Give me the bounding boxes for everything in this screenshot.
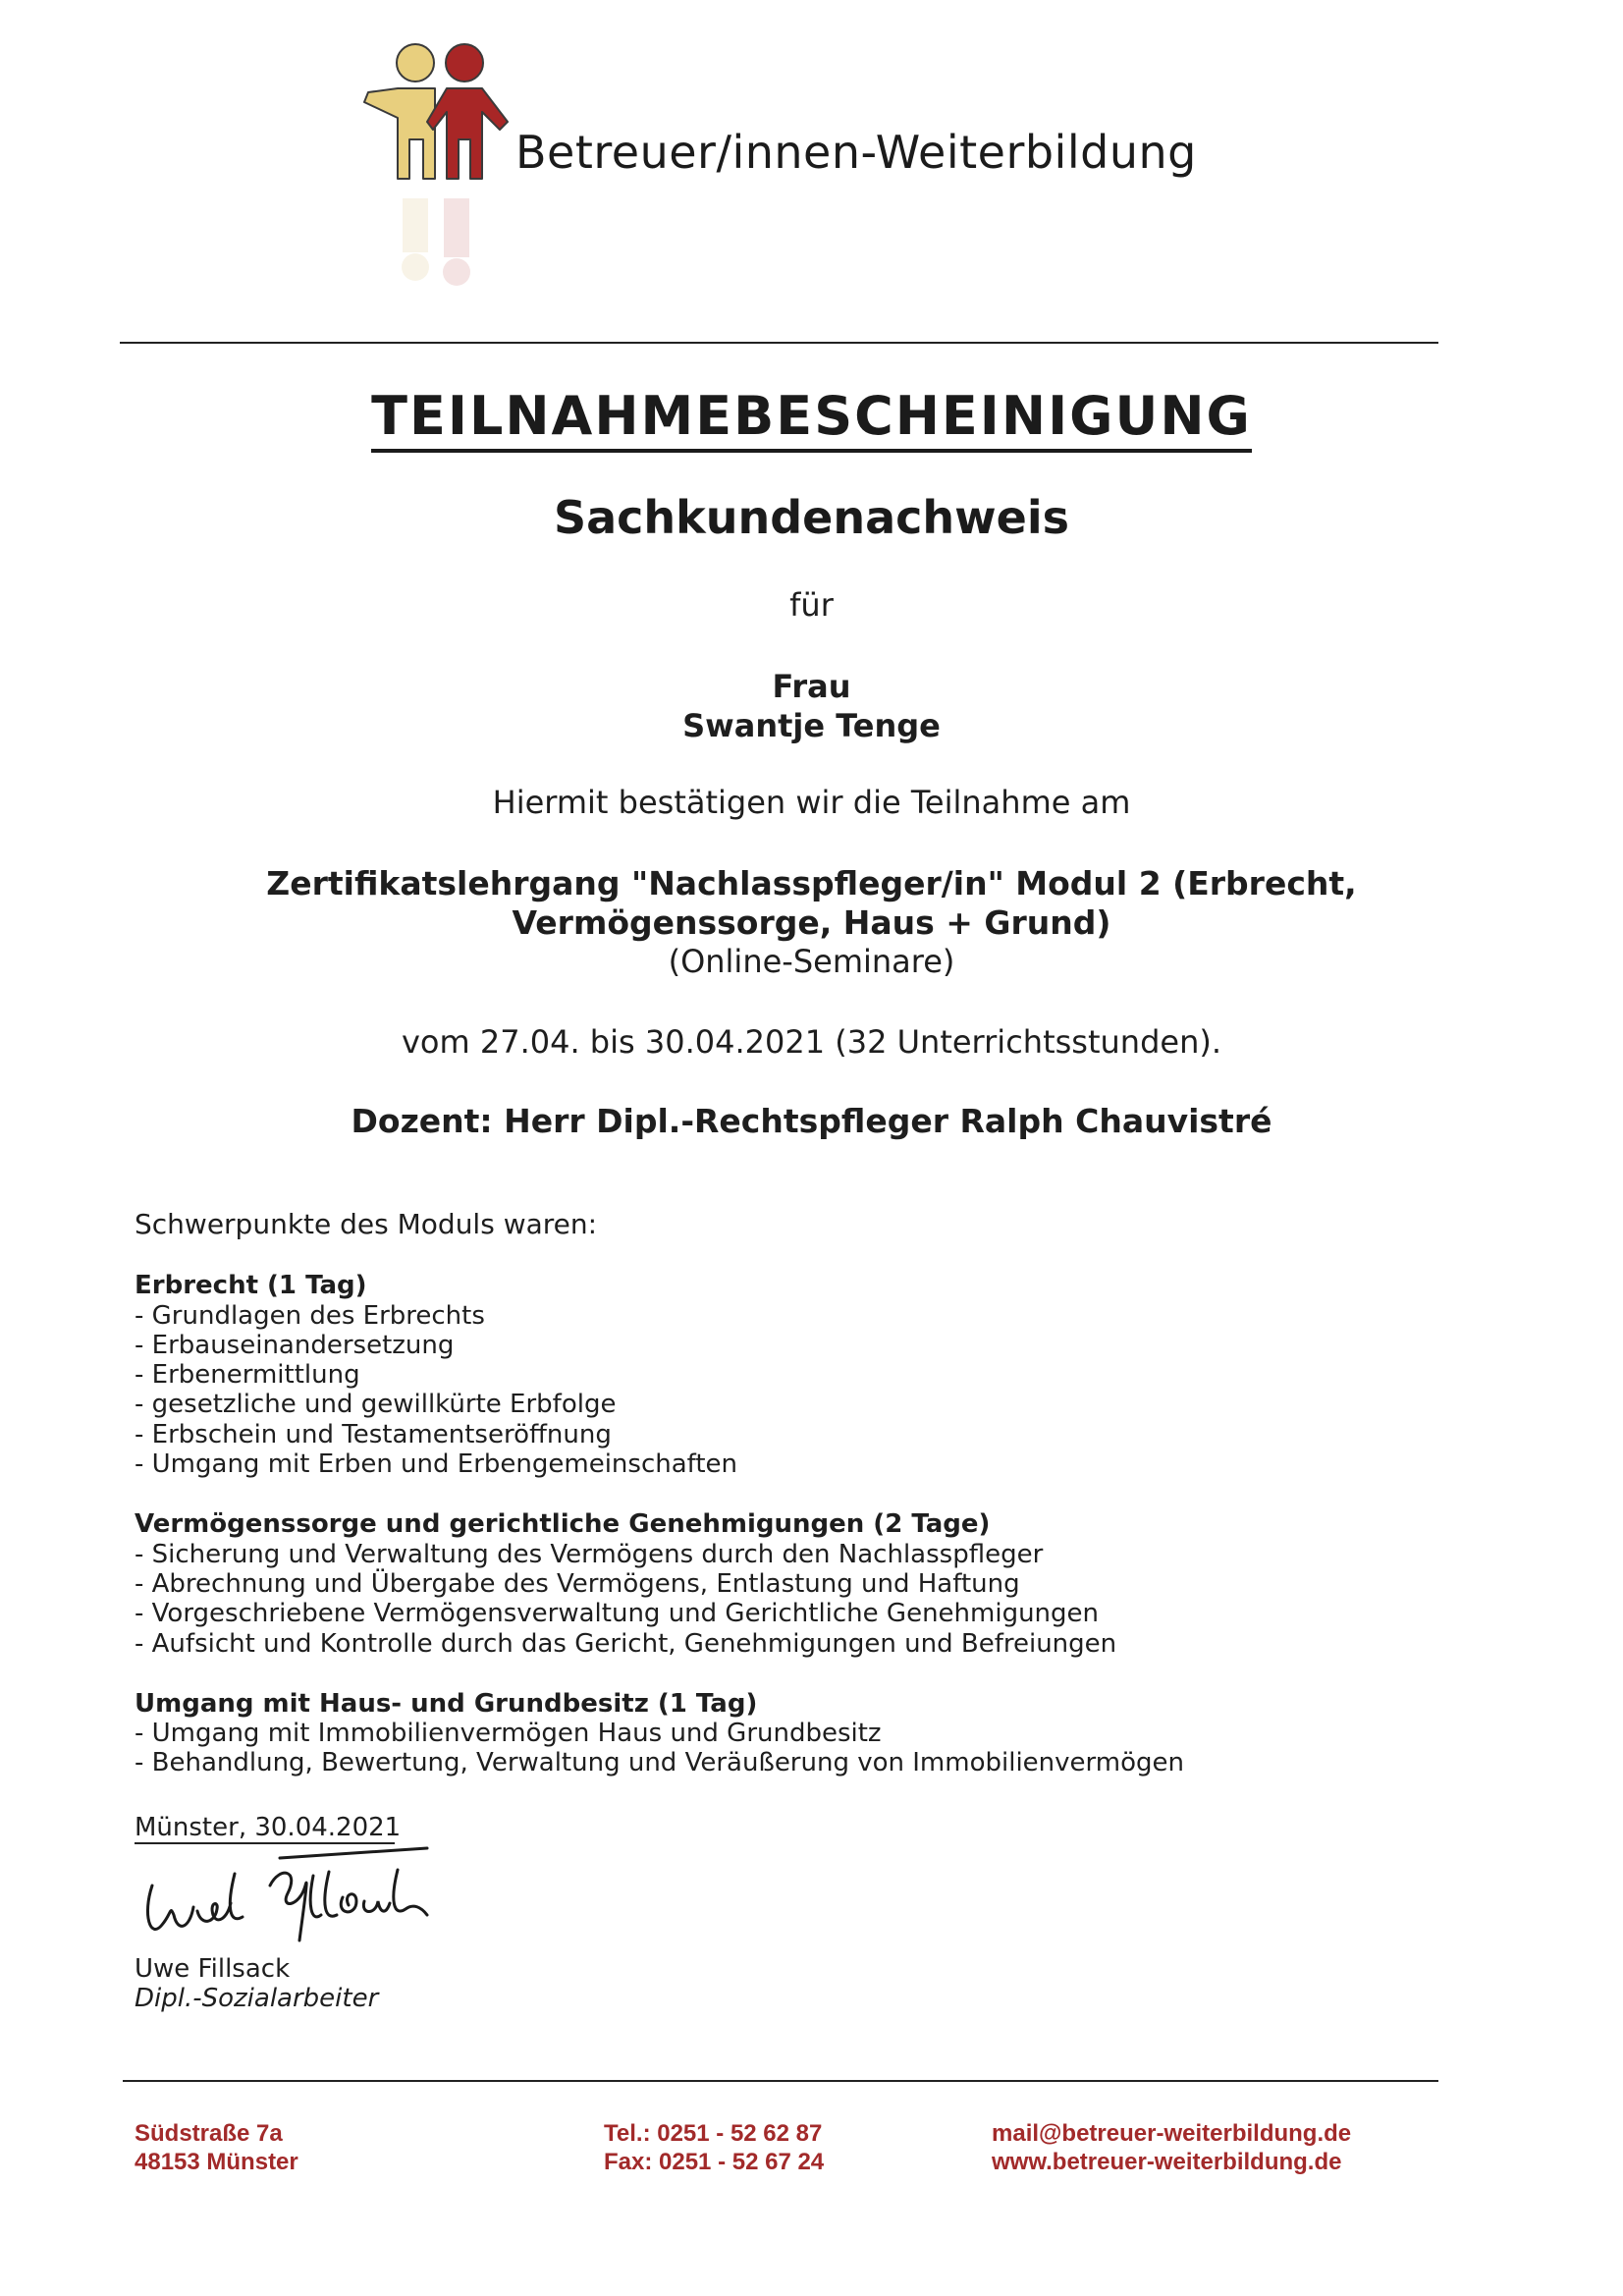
footer-website-link[interactable]: www.betreuer-weiterbildung.de — [992, 2149, 1342, 2175]
list-item: - Abrechnung und Übergabe des Vermögens, Entlastung und Haftung — [135, 1568, 1020, 1599]
list-item: - Erbauseinandersetzung — [135, 1330, 455, 1360]
header-divider — [120, 342, 1438, 344]
brand-name: Betreuer/innen-Weiterbildung — [515, 126, 1197, 179]
course-format: (Online-Seminare) — [668, 943, 955, 980]
signer-title: Dipl.-Sozialarbeiter — [135, 1984, 379, 2013]
module-topics — [135, 1210, 1509, 1809]
section-real-estate — [135, 1689, 1509, 1778]
list-item: - Grundlagen des Erbrechts — [135, 1300, 485, 1331]
list-item: - Umgang mit Erben und Erbengemeinschaften — [135, 1449, 738, 1480]
footer-city: 48153 Münster — [135, 2149, 298, 2175]
logo-figures-icon — [358, 41, 525, 316]
footer-divider — [123, 2080, 1438, 2082]
course-title-line-2: Vermögenssorge, Haus + Grund) — [512, 903, 1111, 942]
section-title: Vermögenssorge und gerichtliche Genehmigungen (2 Tage) — [135, 1509, 991, 1540]
place-date: Münster, 30.04.2021 — [135, 1813, 402, 1842]
list-item: - Sicherung und Verwaltung des Vermögens durch den Nachlasspfleger — [135, 1539, 1044, 1569]
signature-line — [135, 1842, 395, 1844]
course-dates: vom 27.04. bis 30.04.2021 (32 Unterrichtsstunden). — [401, 1023, 1221, 1061]
list-item: - Vorgeschriebene Vermögensverwaltung und Gerichtliche Genehmigungen — [135, 1599, 1100, 1629]
footer-fax: Fax: 0251 - 52 67 24 — [604, 2149, 825, 2175]
list-item: - Aufsicht und Kontrolle durch das Gericht, Genehmigungen und Befreiungen — [135, 1628, 1117, 1659]
footer-street: Südstraße 7a — [135, 2120, 283, 2147]
document-subtitle: Sachkundenachweis — [553, 491, 1070, 544]
section-title: Erbrecht (1 Tag) — [135, 1271, 367, 1301]
for-label: für — [789, 586, 834, 624]
list-item: - gesetzliche und gewillkürte Erbfolge — [135, 1390, 617, 1420]
footer-address — [135, 2119, 298, 2176]
handwritten-signature — [133, 1846, 447, 1954]
document-title: TEILNAHMEBESCHEINIGUNG — [0, 385, 1623, 447]
recipient-name: Swantje Tenge — [682, 707, 941, 744]
signer-name: Uwe Fillsack — [135, 1954, 291, 1984]
list-item: - Erbenermittlung — [135, 1360, 360, 1391]
section-inheritance-law — [135, 1271, 1509, 1479]
footer-phone: Tel.: 0251 - 52 62 87 — [604, 2120, 823, 2147]
footer-email-link[interactable]: mail@betreuer-weiterbildung.de — [992, 2120, 1352, 2147]
footer-web — [992, 2119, 1351, 2176]
lecturer: Dozent: Herr Dipl.-Rechtspfleger Ralph Chauvistré — [351, 1102, 1272, 1140]
section-title: Umgang mit Haus- und Grundbesitz (1 Tag) — [135, 1688, 758, 1719]
list-item: - Behandlung, Bewertung, Verwaltung und Veräußerung von Immobilienvermögen — [135, 1748, 1184, 1778]
confirmation-text: Hiermit bestätigen wir die Teilnahme am — [492, 784, 1131, 821]
list-item: - Umgang mit Immobilienvermögen Haus und Grundbesitz — [135, 1719, 882, 1749]
course-title-line-1: Zertifikatslehrgang "Nachlasspfleger/in" Modul 2 (Erbrecht, — [266, 864, 1357, 902]
footer-phone-fax — [604, 2119, 824, 2176]
list-item: - Erbschein und Testamentseröffnung — [135, 1419, 612, 1449]
topics-intro: Schwerpunkte des Moduls waren: — [135, 1208, 598, 1240]
section-asset-care — [135, 1509, 1509, 1658]
recipient-salutation: Frau — [772, 668, 851, 705]
